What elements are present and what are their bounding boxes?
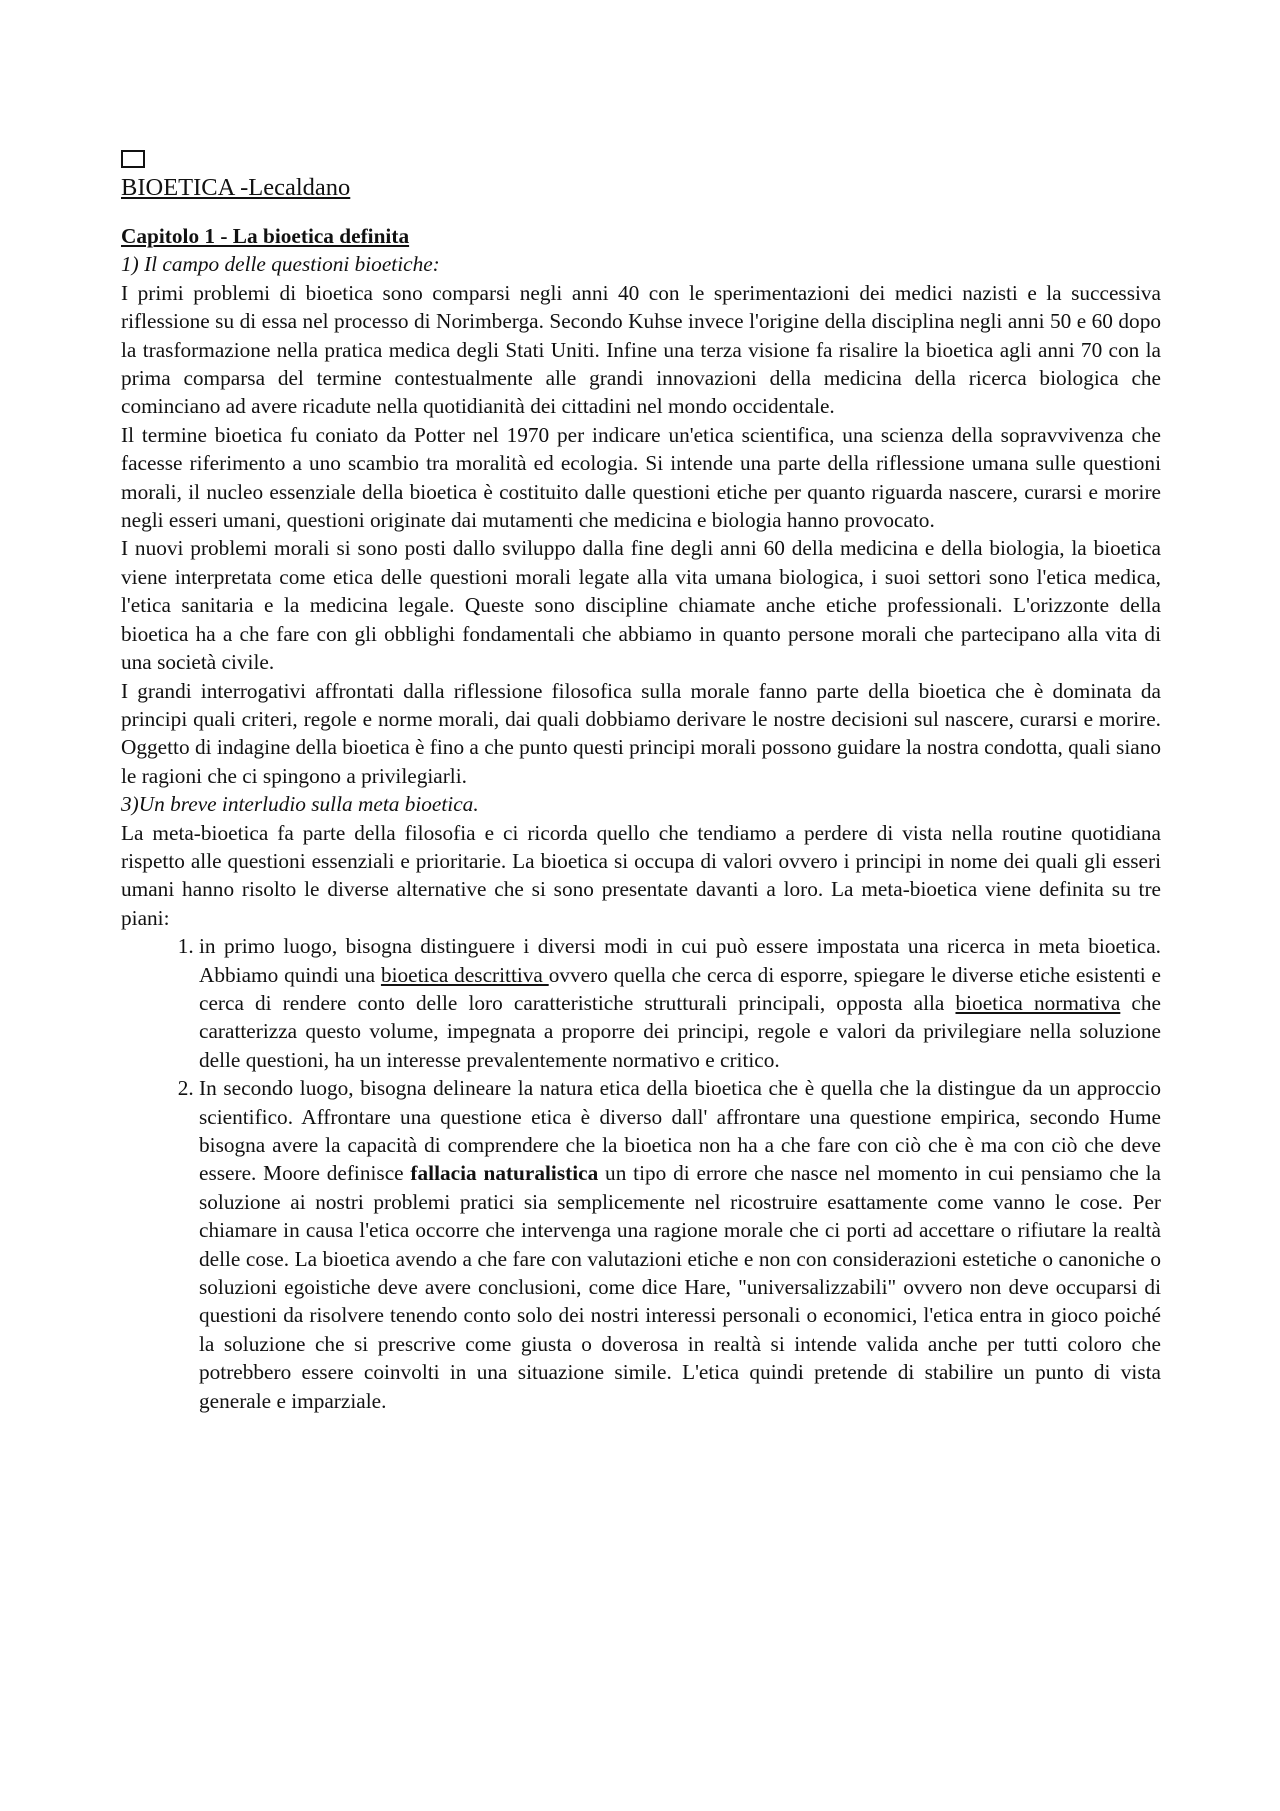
underlined-term: bioetica normativa: [955, 990, 1121, 1015]
checkbox-icon[interactable]: [121, 150, 145, 168]
document-title: BIOETICA -Lecaldano: [121, 174, 351, 201]
bold-term: fallacia naturalistica: [410, 1161, 599, 1186]
section-heading-1: 1) Il campo delle questioni bioetiche:: [121, 252, 440, 277]
list-item-text: in primo luogo, bisogna distinguere i diversi modi in cui può essere impostata una ricerca in meta bioetica. Abbiamo quindi una: [199, 934, 1161, 987]
paragraph: La meta-bioetica fa parte della filosofia e ci ricorda quello che tendiamo a perdere di vista nella routine quotidiana rispetto alle questioni essenziali e prioritarie. La bioetica si occupa di valori ovvero i principi in nome dei quali gli esseri umani hanno risolto le diverse alternative che si sono presentate davanti a loro. La meta-bioetica viene definita su tre piani:: [121, 820, 1161, 930]
section-heading-3: 3)Un breve interludio sulla meta bioetica.: [121, 792, 479, 817]
document-content: [121, 146, 1161, 1415]
list-item-text: che caratterizza questo volume, impegnata a proporre dei principi, regole e valori da privilegiare nella soluzione delle questioni, ha un interesse prevalentemente normativo e critico.: [199, 990, 1161, 1072]
paragraph: Il termine bioetica fu coniato da Potter nel 1970 per indicare un'etica scientifica, una scienza della sopravvivenza che facesse riferimento a uno scambio tra moralità ed ecologia. Si intende una parte della riflessione umana sulle questioni morali, il nucleo essenziale della bioetica è costituito dalle questioni etiche per quanto riguarda nascere, curarsi e morire negli esseri umani, questioni originate dai mutamenti che medicina e biologia hanno provocato.: [121, 422, 1161, 533]
list-item-text: un tipo di errore che nasce nel momento in cui pensiamo che la soluzione ai nostri problemi pratici sia semplicemente nel ricostruire esattamente come vanno le cose. Per chiamare in causa l'etica occorre che intervenga una ragione morale che ci porti ad accettare o rifiutare la realtà delle cose. La bioetica avendo a che fare con valutazioni etiche e non con considerazioni estetiche o canoniche o soluzioni egoistiche deve avere conclusioni, come dice Hare, "universalizzabili" ovvero non deve occuparsi di questioni da risolvere tenendo conto solo dei nostri interessi personali o economici, l'etica entra in gioco poiché la soluzione che si prescrive come giusta o doverosa in realtà si intende valida anche per tutti coloro che potrebbero essere coinvolti in una situazione simile. L'etica quindi pretende di stabilire un punto di vista generale e imparziale.: [199, 1161, 1161, 1413]
list-item-text: In secondo luogo, bisogna delineare la natura etica della bioetica che è quella che la distingue da un approccio scientifico. Affrontare una questione etica è diverso dall' affrontare una questione empirica, secondo Hume bisogna avere la capacità di comprendere che la bioetica non ha a che fare con ciò che è ma con ciò che deve essere. Moore definisce: [199, 1076, 1161, 1186]
list-item: [199, 932, 1161, 1074]
underlined-term: bioetica descrittiva: [380, 962, 549, 987]
list-item-text: ovvero quella che cerca di esporre, spiegare le diverse etiche esistenti e cerca di rendere conto delle loro caratteristiche strutturali principali, opposta alla: [199, 962, 1161, 1015]
paragraph: I primi problemi di bioetica sono comparsi negli anni 40 con le sperimentazioni dei medici nazisti e la successiva riflessione su di essa nel processo di Norimberga. Secondo Kuhse invece l'origine della disciplina negli anni 50 e 60 dopo la trasformazione nella pratica medica degli Stati Uniti. Infine una terza visione fa risalire la bioetica agli anni 70 con la prima comparsa del termine contestualmente alle grandi innovazioni della medicina della ricerca biologica che cominciano ad avere ricadute nella quotidianità dei cittadini nel mondo occidentale.: [121, 280, 1161, 419]
paragraph: I grandi interrogativi affrontati dalla riflessione filosofica sulla morale fanno parte della bioetica che è dominata da principi quali criteri, regole e norme morali, dai quali dobbiamo derivare le nostre decisioni sul nascere, curarsi e morire. Oggetto di indagine della bioetica è fino a che punto questi principi morali possono guidare la nostra condotta, quali siano le ragioni che ci spingono a privilegiarli.: [121, 678, 1161, 788]
chapter-heading: Capitolo 1 - La bioetica definita: [121, 224, 410, 248]
paragraph: I nuovi problemi morali si sono posti dallo sviluppo dalla fine degli anni 60 della medicina e della biologia, la bioetica viene interpretata come etica delle questioni morali legate alla vita umana biologica, i suoi settori sono l'etica medica, l'etica sanitaria e la medicina legale. Queste sono discipline chiamate anche etiche professionali. L'orizzonte della bioetica ha a che fare con gli obblighi fondamentali che abbiamo in quanto persone morali che partecipano alla vita di una società civile.: [121, 536, 1161, 675]
list-item: [199, 1074, 1161, 1415]
numbered-list: [121, 932, 1161, 1415]
